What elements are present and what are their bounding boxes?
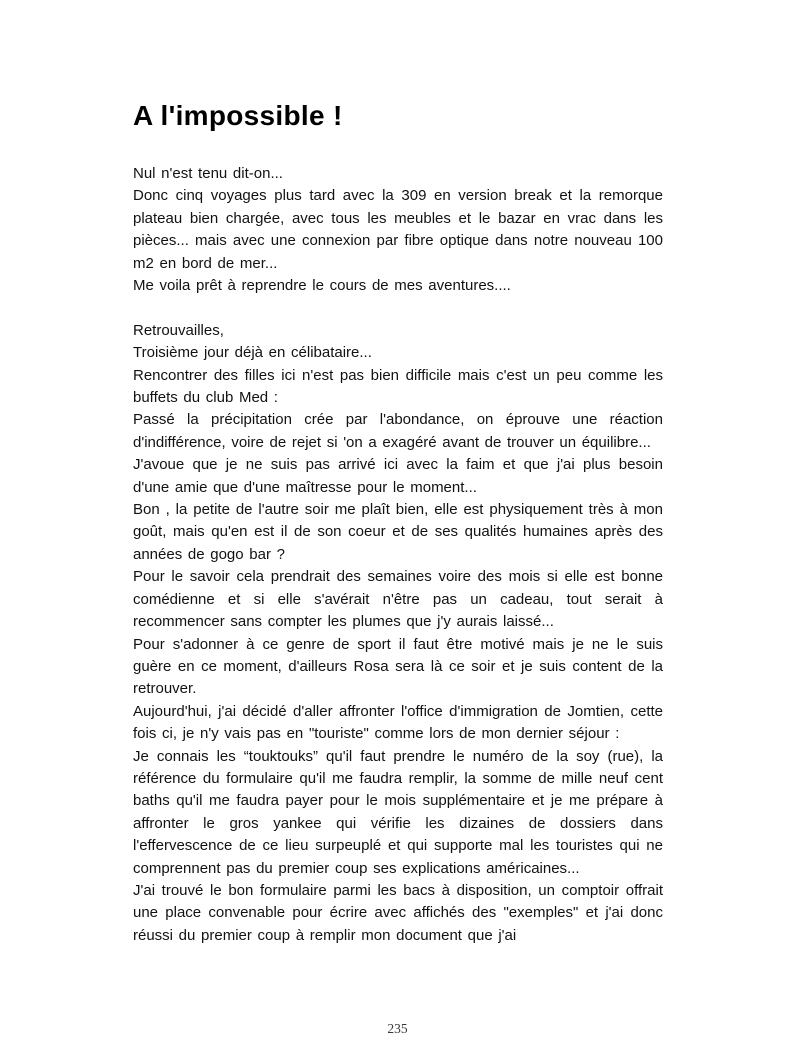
paragraph: Rencontrer des filles ici n'est pas bien difficile mais c'est un peu comme les buffets du club Med : [133,366,663,407]
paragraph: J'avoue que je ne suis pas arrivé ici avec la faim et que j'ai plus besoin d'une amie que d'une maîtresse pour le moment... [133,456,663,496]
paragraph: Troisième jour déjà en célibataire... [133,344,372,362]
paragraph: Me voila prêt à reprendre le cours de mes aventures.... [133,277,511,295]
paragraph: Retrouvailles, [133,321,224,339]
paragraph: J'ai trouvé le bon formulaire parmi les bacs à disposition, un comptoir offrait une place convenable pour écrire avec affichés des "exemples" et j'ai donc réussi du premier coup à remplir mon document que j'ai [133,881,663,944]
document-content [133,100,663,947]
paragraph: Pour s'adonner à ce genre de sport il faut être motivé mais je ne le suis guère en ce moment, d'ailleurs Rosa sera là ce soir et je suis content de la retrouver. [133,635,663,698]
paragraph: Pour le savoir cela prendrait des semaines voire des mois si elle est bonne comédienne et si elle s'avérait n'être pas un cadeau, tout serait à recommencer sans compter les plumes que j'y aurais laissé... [133,568,663,631]
page-number: 235 [387,1021,408,1036]
paragraph-break [133,297,663,319]
paragraph: Je connais les “touktouks” qu'il faut prendre le numéro de la soy (rue), la référence du formulaire qu'il me faudra remplir, la somme de mille neuf cent baths qu'il me faudra payer pour le mois supplémentaire et je me prépare à affronter le gros yankee qui vérifie les dizaines de dossiers dans l'effervescence de ce lieu surpeuplé et qui supporte mal les touristes qui ne comprennent pas du premier coup ses explications américaines... [133,747,663,877]
page-title: A l'impossible ! [133,100,343,131]
paragraph: Bon , la petite de l'autre soir me plaît bien, elle est physiquement très à mon goût, mais qu'en est il de son coeur et de ses qualités humaines après des années de gogo bar ? [133,501,663,563]
paragraph: Donc cinq voyages plus tard avec la 309 en version break et la remorque plateau bien chargée, avec tous les meubles et le bazar en vrac dans les pièces... mais avec une connexion par fibre optique dans notre nouveau 100 m2 en bord de mer... [133,187,663,272]
paragraph: Nul n'est tenu dit-on... [133,165,283,182]
paragraph: Passé la précipitation crée par l'abondance, on éprouve une réaction d'indifférence, voire de rejet si 'on a exagéré avant de trouver un équilibre... [133,411,663,451]
paragraph: Aujourd'hui, j'ai décidé d'aller affronter l'office d'immigration de Jomtien, cette fois ci, je n'y vais pas en "touriste" comme lors de mon dernier séjour : [133,702,663,743]
